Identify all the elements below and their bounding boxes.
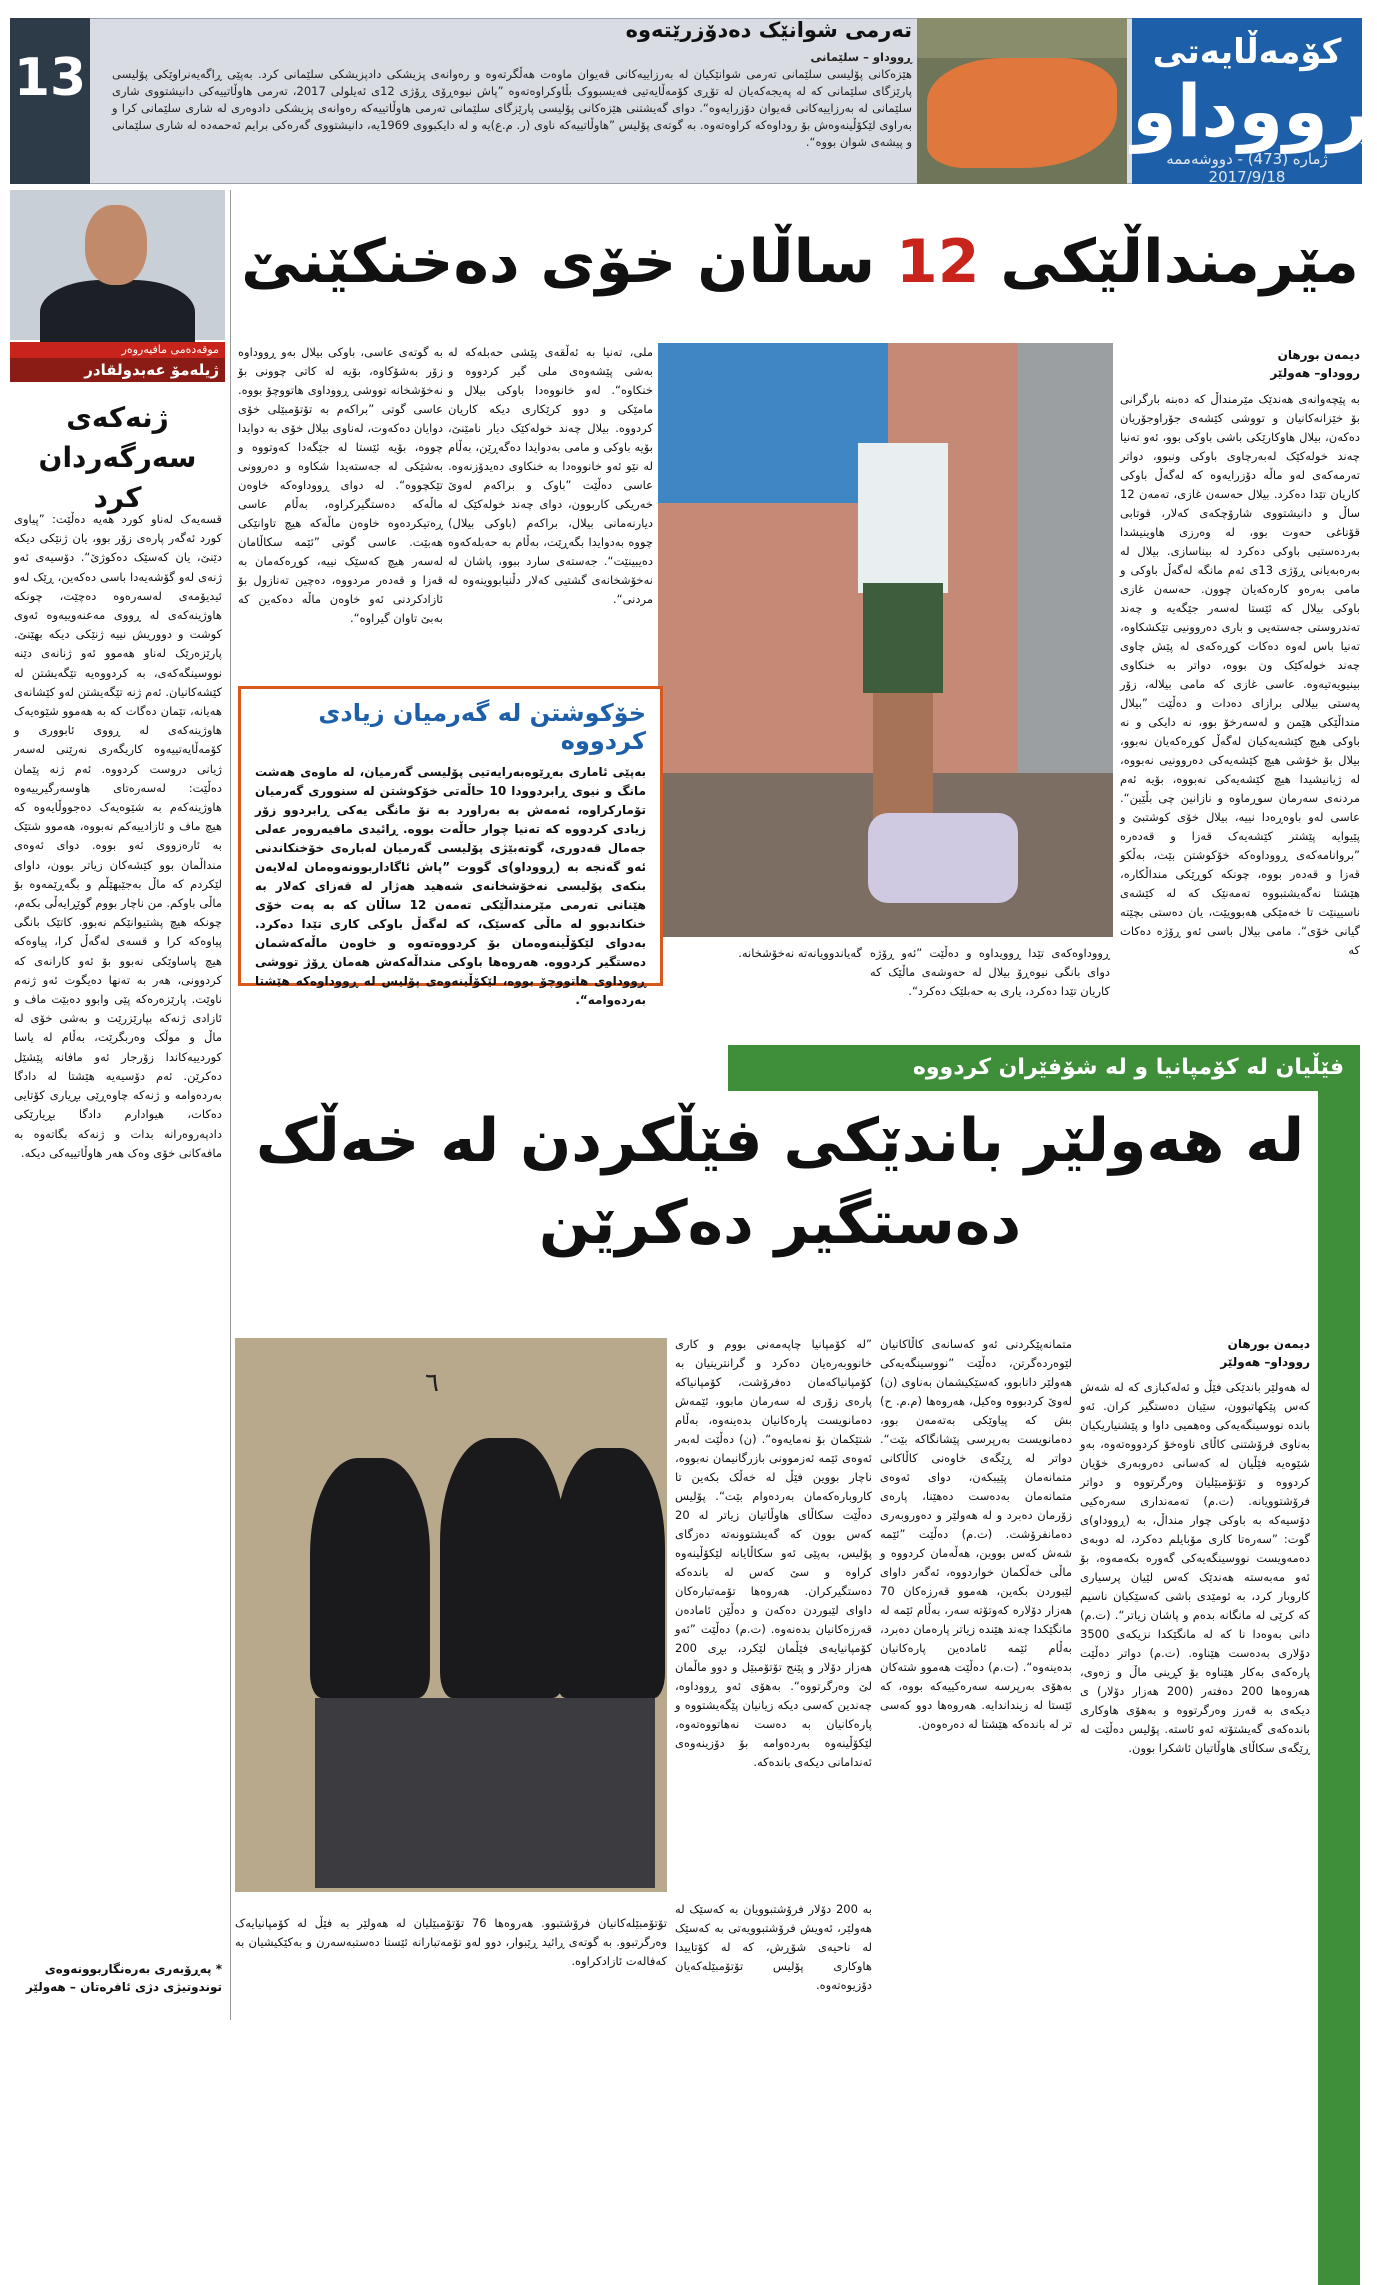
column-divider (230, 190, 231, 2020)
story2-col1: لە هەولێر باندێکی فێڵ و ئەلەکبازی کە لە شەش کەس پێکهاتبوون، سێیان دەستگیر کران. ئەو باندە نووسینگەیەکی وەهمیی داوا و پێشنیاریکیان بەناوی فرۆشتنی کاڵای ناوەخۆ کردووەتەوە، بەو شێوەیە فێڵیان لە کەسانی دەروبەری خۆیان کردووە و تۆتۆمبێلیان وەرگرتووە و دواتر فرۆشتوویانە. (ت.م) تەمەنداری سەرەکیی دۆسیەکە بە باوکی چوار منداڵ، بە (ڕووداو)ی گوت: ”سەرەتا کاری مۆبایلم دەکرد، لە دوبەی دەمەویست نووسینگەیەکی گەورە بکەمەوە، بۆ ئەو مەبەستە هەندێک کەس لێیان پرسیاری کاروبار کرد، بە ئومێدی باشی کەسێکیان ناسیم کە کرێی لە مانگانە بدەم و پاشان زیاتر“. (ت.م) دانی بەوەدا نا کە لە مانگێکدا نزیکەی 3500 دۆلاری بەدەست هێناوە. (ت.م) دواتر دەڵێت پارەکەی بەکار هێناوە بۆ کڕینی ماڵ و زەوی، هەروەها 200 دەفتەر (200 هەزار دۆلار) ی دیکەی بە قەرز وەرگرتووە و بەهۆی هاوکاری باندەکەی گەیشتۆتە ئەو ئاستە. پۆلیس دەڵێت لە ڕێگەی سکاڵای هاوڵاتیان ئاشکرا بوون. (1080, 1380, 1310, 1755)
teaser-byline: ڕووداو – سلێمانی (810, 50, 912, 64)
columnist-photo (10, 190, 225, 340)
page-number: 13 (10, 18, 90, 184)
story1-headline (240, 222, 1360, 302)
byline-name: دیمەن بورهان (1277, 348, 1360, 362)
byline-name: دیمەن بورهان (1227, 1337, 1310, 1351)
story1-byline (1120, 346, 1360, 382)
sidebar-box-title: خۆکوشتن لە گەرمیان زیادی کردووە (318, 699, 646, 755)
logo-wordmark: ڕووداو (1132, 69, 1377, 153)
story2-col2: متمانەپێکردنی ئەو کەسانەی کاڵاکانیان لێوەردەگرتن، دەڵێت ”نووسینگەیەکی هەولێر دانابوو، کەسێکیشمان بەناوی (ن) لەوێ کردبووە وەکیل، هەروەها (م.م. ح) بش کە پیاوێکی بەتەمەن بوو، دەمانویست بەرپرسی پێشانگاکە بێت“. دواتر لە ڕێگەی خاوەنی کاڵاکانی متمانەمان پێیبکەن، دوای ئەوەی متمانەمان بەدەست دەهێنا، پارەی زۆرمان دەبرد و لە هەولێر و دەوروبەری دەمانفرۆشت. (ت.م) دەڵێت ”ئێمە شەش کەس بووین، هەڵەمان کردووە و ماڵی خەڵکمان خواردووە، ئەگەر داوای لێبوردن بکەین، هەموو قەرزەکان 70 هەزار دۆلارە کەوتۆتە سەر، بەڵام ئێمە لە مانگێکدا چەند هێندە زیاتر پارەمان دەبرد، بەڵام ئێمە ئامادەین پارەکانیان بدەینەوە“. (ت.م) دەڵێت هەموو شتەکان بەهۆی بەرپرسە سەرەکییەکە بووە، کە ئێستا لە زینداندایە. هەروەها دوو کەسی تر لە باندەکە هێشتا لە دەرەوەن. (880, 1337, 1072, 1731)
story1-col2: ڕووداوەکەی تێدا ڕوویداوە و دەڵێت ”ئەو ڕۆژە دوای بانگی نیوەڕۆ بیلال لە حەوشەی ماڵێک کە کاریان تێدا دەکرد، یاری بە حەبلێک دەکرد“. (870, 946, 1110, 998)
story2-col3: ”لە کۆمپانیا چاپەمەنی بووم و کاری خانووبەرەیان دەکرد و گرانترینیان بە کۆمپانیاکەمان دەفرۆشت، کۆمپانیاکە پارەی زۆری لە سەرمان مابوو، ئێمەش دەمانویست پارەکانیان بدەینەوە، بەڵام شتێکمان بۆ نەمایەوە“. (ن) دەڵێت لەبەر ئەوەی ئێمە ئەزموونی بازرگانیمان نەبووە، ناچار بووین فێڵ لە خەڵک بکەین تا کاروبارەکەمان بەردەوام بێت“. پۆلیس دەڵێت سکاڵای هاوڵاتیان زیاتر لە 20 کەس بوون کە گەیشتوونەتە دەزگای پۆلیس، بەپێی ئەو سکاڵایانە لێکۆڵینەوە کراوە و سێ کەس لە باندەکە دەستگیرکران. هەروەها تۆمەتبارەکان داوای لێبوردن دەکەن و دەڵێن ئامادەن قەرزەکانیان بدەنەوە. (ت.م) دەڵێت ”ئەو کۆمپانیایەی فێڵمان لێکرد، بڕی 200 هەزار دۆلار و پێنج تۆتۆمبێل و دوو ماڵمان لێ وەرگرتووە“. بەهۆی ئەو ڕووداوە، چەندین کەسی دیکە زیانیان پێگەیشتووە و پارەکانیان بە دەست نەهاتووەتەوە، لێکۆڵینەوە بەردەوامە بۆ دۆزینەوەی ئەندامانی دیکەی باندەکە. (675, 1337, 872, 1769)
columnist-name: ژیلەمۆ عەبدولقادر (10, 358, 225, 382)
story2-accent-stripe (1318, 1045, 1360, 2285)
story1-col4: بە گوتەی عاسی، باوکی بیلال بەو ڕووداوە زۆر بەشۆکاوە، بۆیە لە کاتی چوونی بۆ نەخۆشخانە تووشی ڕووداوی هاتووچۆ بووە. عاسی گوتی ”براکەم بە تۆتۆمبێلی خۆی دوایان دەکەوت، لەناوی بیلال خۆی بە دوایدا چووە، بۆیە ئێستا لە جێگەدا کەوتووە و بەشێکی لە جەستەیدا شکاوە و دەروونی تێکچووە“. لە دوای ڕووداوەکە خاوەن ماڵەکە دەستگیرکراوە، بەڵام عاسی ڕەتیکردەوە خاوەن ماڵەکە هیچ تاوانێکی هەبێت. عاسی گوتی ”ئێمە سکاڵامان لەسەر هیچ کەسێک نییە، کوڕەکەمان بە قەزا و قەدەر مردووە، دەچین تەنازول بۆ ئازادکردنی ئەو خاوەن ماڵە دەکەین کە بەبێ تاوان گیراوە“. (238, 345, 443, 625)
story2-kicker: فێڵیان لە کۆمپانیا و لە شۆفێران کردووە (728, 1045, 1360, 1091)
headline-number: 12 (896, 227, 980, 297)
story2-byline (1080, 1335, 1310, 1371)
story2-col5: بە 200 دۆلار فرۆشتبوویان بە کەسێک لە هەولێر، ئەویش فرۆشتبوویەتی بە کەسێک لە ناحیەی شۆڕش، کە لە کۆتاییدا هاوکاری پۆلیس تۆتۆمبێلەکەیان دۆزیوەتەوە. (675, 1902, 872, 1992)
teaser-headline: تەرمی شوانێک دەدۆزرێتەوە (625, 18, 912, 42)
teaser-text: هێزەکانی پۆلیسی سلێمانی تەرمی شوانێکیان لە بەرزاییەکانی قەیوان ماوەت هەڵگرتەوە و رەوانەی پزیشکی دادپزیشکی سلێمانی کرد. بەپێی ڕاگەیەنراوێکی پۆلیسی پارێزگای سلێمانی کە لە پەیجەکەیان لە تۆڕی کۆمەڵایەتیی فەیسبووک بڵاوکراوەتەوە ”پاش نیوەڕۆی ڕۆژی 12ی ئەیلولی 2017، تەرمی هاوڵاتییەکی دانیشتووی شاری سلێمانی لە بەرزاییەکانی قەیوان دۆزرایەوە“. دوای گەیشتنی هێزەکانی پۆلیسی پارێزگای سلێمانی تەرمی هاوڵاتییەکە رەوانەی پزیشکی دادوەری لە شاری سلێمانی کرا و بەراوی لێکۆڵینەوەش بۆ روداوەکە کراوەتەوە. بە گوتەی پۆلیس ”هاوڵاتییەکە ناوی (ر. م.ع)یە و لە دایکبووی 1969یە، دانیشتووی گەرەکی برایم ئەحمەدە لە شاری سلێمانی و پیشەی شوان بووە“. (112, 67, 913, 149)
story1-photo (658, 343, 1113, 937)
story1-col1: بە پێچەوانەی هەندێک مێرمنداڵ کە دەبنە بارگرانی بۆ خێزانەکانیان و تووشی کێشەی جۆراوجۆریان دەکەن، بیلال هاوکارێکی باشی باوکی بوو، ئەو تەنیا چەند خولەکێک لەبەرچاوی باوکی ونبوو، دواتر تەرمەکەی لەو ماڵە دۆزرایەوە کە لەگەڵ باوکی کاریان تێدا دەکرد. بیلال حەسەن غازی، تەمەن 12 ساڵ و دانیشتووی شارۆچکەی کەلار، قوتابی قۆناغی حەوت بوو، لە وەرزی هاوینیشدا بەردەستیی باوکی دەکرد لە بیناسازی. بیلال لە بەرەبەیانی ڕۆژی 13ی ئەم مانگە لەگەڵ باوکی و مامی بەرەو کارەکەیان چوون. حەسەن غازی باوکی بیلال کە ئێستا لەسەر جێگەیە و چەند تەندروستی جەستەیی و باری دەروونیی تێکشکاوە، تەنیا باس لەوە دەکات کوڕەکەی لە پێش چاوی چەند خولەکێک ون بووە، دواتر بە خنکاوی بینیویەتیەوە. عاسی غازی کە مامی بیلالە، زۆر پەستی بیلالی برازای دەدات و دەڵێت ”بیلال منداڵێکی هێمن و لەسەرخۆ بوو، نە دایکی و نە باوکی هیچ کێشەیەکیان لەگەڵ کوڕەکەیان نەبوو، بیلال بۆ خۆشی هیچ کێشەیەکی دەروونیی نەبووە، لە ژیانیشیدا هیچ کێشەیەکی نەبووە، بۆیە ئەم مردنەی سەرمان سوڕماوە و نازانین چی بڵێین“. عاسی لەو باوەڕەدا نییە، بیلال خۆی کوشتبێ و پێیوایە پێشتر کێشەیەک قەزا و قەدەرە ”بروانامەکەی ڕووداوەکە خۆکوشتن بێت، بەڵکو قەزا و قەدەر بووە، چونکە کوڕێکی منداڵکارە، هێشتا نەگەیشتبووە تەمەنێک کە لە کێشەی ناسیینێت تا خەمێکی هەبوویێت، یان دەستی بچێتە گیانی خۆی“. مامی بیلال باسی ئەو ڕۆژە دەکات کە (1120, 392, 1360, 957)
story2-col4: تۆتۆمبێلەکانیان فرۆشتبوو. هەروەها 76 تۆتۆمبێلیان لە هەولێر بە فێڵ لە کۆمپانیایەک وەرگرتبوو. بە گوتەی ڕائید ڕێبوار، دوو لەو تۆمەتبارانە ئێستا دەستبەسەرن و بەکێکیشیان بە کەفالەت ئازادکراوە. (235, 1916, 667, 1968)
opinion-title: ژنەکەی سەرگەردان کرد (38, 401, 197, 514)
headline-part-1: مێرمنداڵێکی (1000, 227, 1359, 297)
issue-date: ژمارە (473) - دووشەممە 2017/9/18 (1166, 150, 1328, 186)
logo-section-label: كۆمەڵایەتی (1152, 32, 1342, 72)
newspaper-logo (1132, 18, 1377, 186)
byline-place: رووداو– هەولێر (1220, 1355, 1310, 1369)
sidebar-box-body: بەپێی ئاماری بەڕێوەبەرایەتیی پۆلیسی گەرمیان، لە ماوەی هەشت مانگ و نیوی ڕابردوودا 10 حاڵەتی خۆکوشتن لە سنووری گەرمیان تۆمارکراوە، ئەمەش بە بەراورد بە نۆ مانگی یەکی ڕابردوو زۆر زیادی کردووە کە تەنیا چوار حاڵەت بووە. ڕائیدی مافیەروەر عەلی جەمال قەدوری، گوتەبێژی پۆلیسی گەرمیان لەبارەی خۆخنکاندنی ئەو گەنجە بە (ڕووداو)ی گووت ”پاش ئاگاداربوونەوەمان لەلایەن بنکەی پۆلیسی نەخۆشخانەی شەهید هەژار لە قەزای کەلار بە هێنانی تەرمی مێرمنداڵێکی تەمەن 12 ساڵان کە بە پەت خۆی خنکاندبوو لە ماڵی کەسێک، کە لەگەڵ باوکی کاری تێدا دەکرد. بەدوای لێکۆڵینەوەمان بۆ کردووەتەوە و خاوەن ماڵەکەشمان دەستگیر کردووە. هەروەها باوکی منداڵەکەش هەمان ڕۆژ تووشی ڕووداوی هاتووچۆ بووە، لێکۆڵینەوەی پۆلیس لە ڕووداوەکە هێشتا بەردەوامە“. (255, 765, 646, 1007)
sidebar-box (238, 686, 663, 1007)
opinion-body: قسەیەک لەناو کورد هەیە دەڵێت: ”پیاوی کورد ئەگەر پارەی زۆر بوو، یان ژنێکی دیکە دێنێ، یان کەسێک دەکوژێ“. دۆسیەی ئەو ژنەی لەو گۆشەیەدا باسی دەکەین، ڕێک لەو ئیدیۆمەی لەسەرەوە دەچێت، چونکە هاوژینەکەی لە ڕووی مەعنەوییەوە ئەوی کوشت و دووریش نییە ژنێکی دیکە بهێنێ. پارێزەرێک لەناو هەموو ئەو ژنانەی دێنە نووسینگەکەی، بە کردووەیە تێگەیشتن لە کێشەکانیان. ئەم ژنە تێگەیشتن لەو کێشانەی هەیانە، تێمان دەگات کە بە هەموو شێوەیەک هاوژینەکەی لە ڕووی ئابووری و کۆمەڵایەتییەوە کاریگەری نەرێنی لەسەر ژیانی دروست کردووە. ئەم ژنە پێمان دەڵێت: لەسەرەتای هاوسەرگیرییەوە هاوژینەکەم بە شێوەیەک دەجووڵایەوە کە هیچ ماف و ئازادییەکم نەبووە، هەموو شتێک بە ئارەزووی ئەو بووە. دوای ئەوەی منداڵمان بوو کێشەکان زیاتر بوون، داوای لێکردم کە ماڵ بەجێبهێڵم و بگەڕێمەوە بۆ ماڵی باوکم. من ناچار بووم گوێڕایەڵی بکەم، چونکە هیچ پشتیوانێکم نەبوو. کاتێک بانگی پیاوەکە کرا و قسەی لەگەڵ کرا، پیاوەکە هیچ پاساوێکی نەبوو بۆ ئەو کارانەی کە کردوونی، هەر بە تەنها دەیگوت ئەو ژنەم ناوێت. پارێزەرەکە پێی وابوو دەبێت ماف و ئازادی ژنەکە بپارێزرێت و بەشی خۆی لە ماڵ و موڵک وەربگرێت، بەڵام لە یاسا کوردییەکاندا زۆرجار ئەو مافانە پێشێل دەکرێن. ئەم دۆسیەیە هێشتا لە دادگا بەردەوامە و ژنەکە چاوەڕێی بڕیاری کۆتایی دەکات، هیوادارم دادگا بڕیارێکی دادپەروەرانە بدات و ژنەکە بگاتەوە بە مافەکانی خۆی وەک هەر هاوڵاتییەکی دیکە. (14, 512, 222, 1160)
byline-place: رووداو– هەولێر (1270, 366, 1360, 380)
story1-col3: ملی، تەنیا بە ئەڵقەی پێشی حەبلەکە لە بەشی پێشەوەی ملی گیر کردووە و خنکاوە“. لەو خانووەدا باوکی بیلال و مامێکی و دوو کرێکاری دیکە کاریان کردووە. بیلال چەند خولەکێک دیار نامێنێ، بۆیە باوکی و مامی بەدوایدا دەگەڕێن، بەڵام لە نێو ئەو خانووەدا بە خنکاوی دەیدۆزنەوە. عاسی دەڵێت ”باوک و براکەم لەوێ خەریکی کاربوون، دوای چەند خولەکێک لە دیارنەمانی بیلال، براکەم (باوکی بیلال) چووە بەدوایدا بگەڕێت، بەڵام بە حەبلەکەوە دەیبینێت“. جەستەی سارد ببوو، پاشان لە نەخۆشخانەی گشتیی کەلار دڵنیابووینەوە لە مردنی“. (448, 345, 653, 606)
columnist-role: موقەدەمی مافیەروەر (10, 342, 225, 358)
teaser-photo (917, 18, 1127, 184)
opinion-footer: * پەڕۆبەری بەرەنگاربوونەوەی توندوتیژی دژی ئافرەتان – هەولێر (25, 1962, 222, 1994)
headline-part-2: ساڵان خۆی دەخنکێنێ (241, 227, 876, 297)
wall-number: ٦ (425, 1368, 439, 1398)
story2-photo (235, 1338, 667, 1892)
story1-col5: گەیاندوویانەتە نەخۆشخانە. (738, 946, 862, 960)
teaser-story (112, 18, 913, 182)
story2-headline: لە هەولێر باندێکی فێڵکردن لە خەڵک دەستگیر دەکرێن (255, 1106, 1305, 1258)
